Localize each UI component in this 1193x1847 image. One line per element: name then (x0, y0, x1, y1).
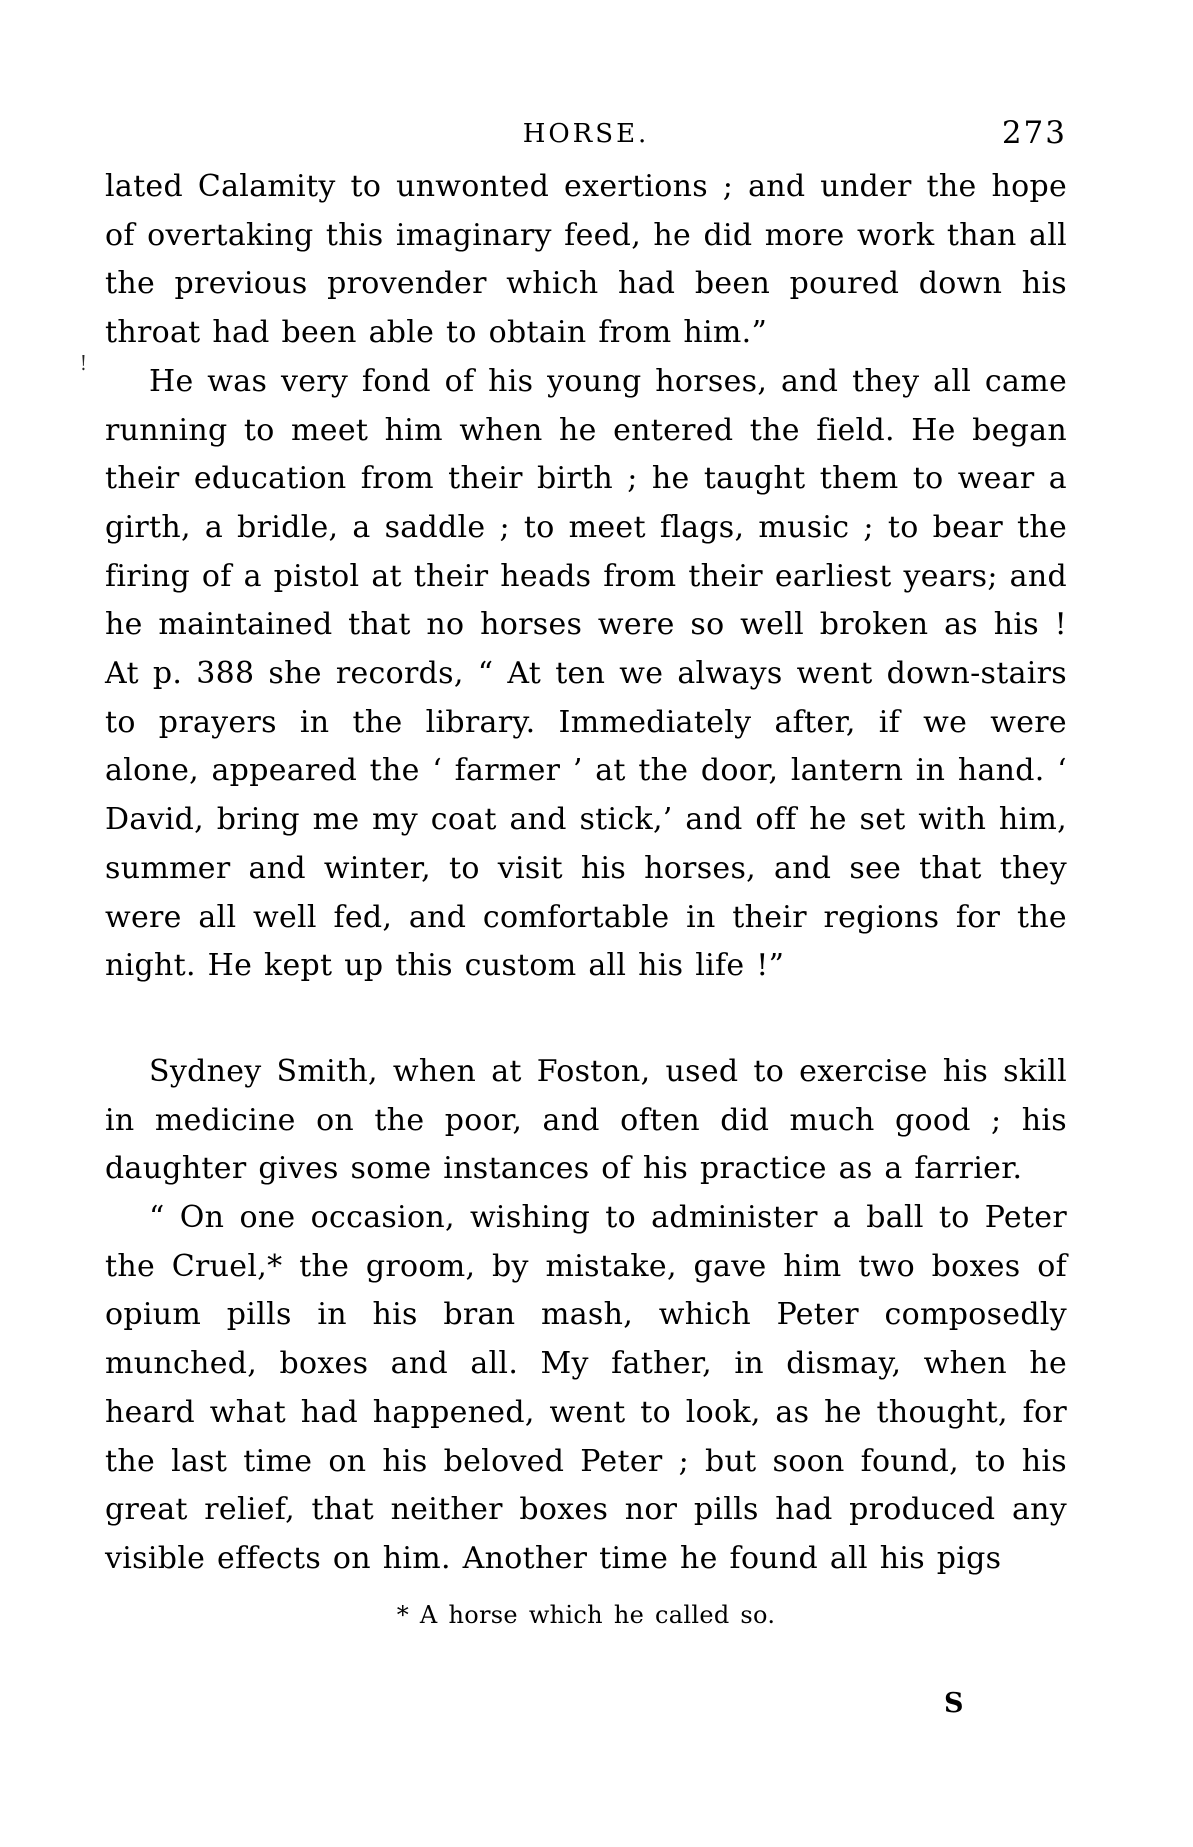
printer-signature-mark: S (944, 1688, 965, 1719)
paragraph-continuation: lated Calamity to unwonted exertions ; and under the hope of overtaking this imaginary feed, he did more work than all the previous provender which had been poured down his throat had been able to obtain from him.” (105, 169, 1067, 351)
running-title: HORSE. (522, 119, 650, 149)
page-number: 273 (1001, 115, 1067, 151)
page-header (105, 116, 1067, 156)
paragraph-young-horses: He was very fond of his young horses, and they all came running to meet him when he entered the field. He began their education from their birth ; he taught them to wear a girth, a bridle, a saddle ; to meet flags, music ; to bear the firing of a pistol at their heads from their earliest years; and he maintained that no horses were so well broken as his ! At p. 388 she records, “ At ten we always went down-stairs to prayers in the library. Immediately after, if we were alone, appeared the ‘ farmer ’ at the door, lantern in hand. ‘ David, bring me my coat and stick,’ and off he set with him, summer and winter, to visit his horses, and see that they were all well fed, and comfortable in their regions for the night. He kept up this custom all his life !” (105, 363, 1067, 984)
text-block (105, 163, 1067, 1632)
paragraph-peter-the-cruel: “ On one occasion, wishing to administer a ball to Peter the Cruel,* the groom, by mistake, gave him two boxes of opium pills in his bran mash, which Peter composedly munched, boxes and all. My father, in dismay, when he heard what had happened, went to look, as he thought, for the last time on his beloved Peter ; but soon found, to his great relief, that neither boxes nor pills had produced any visible effects on him. Another time he found all his pigs (105, 1200, 1067, 1576)
paragraph-sydney-smith: Sydney Smith, when at Foston, used to exercise his skill in medicine on the poor, and often did much good ; his daughter gives some instances of his practice as a farrier. (105, 1053, 1067, 1187)
footnote: * A horse which he called so. (396, 1600, 776, 1629)
margin-ink-mark: ! (80, 351, 87, 376)
